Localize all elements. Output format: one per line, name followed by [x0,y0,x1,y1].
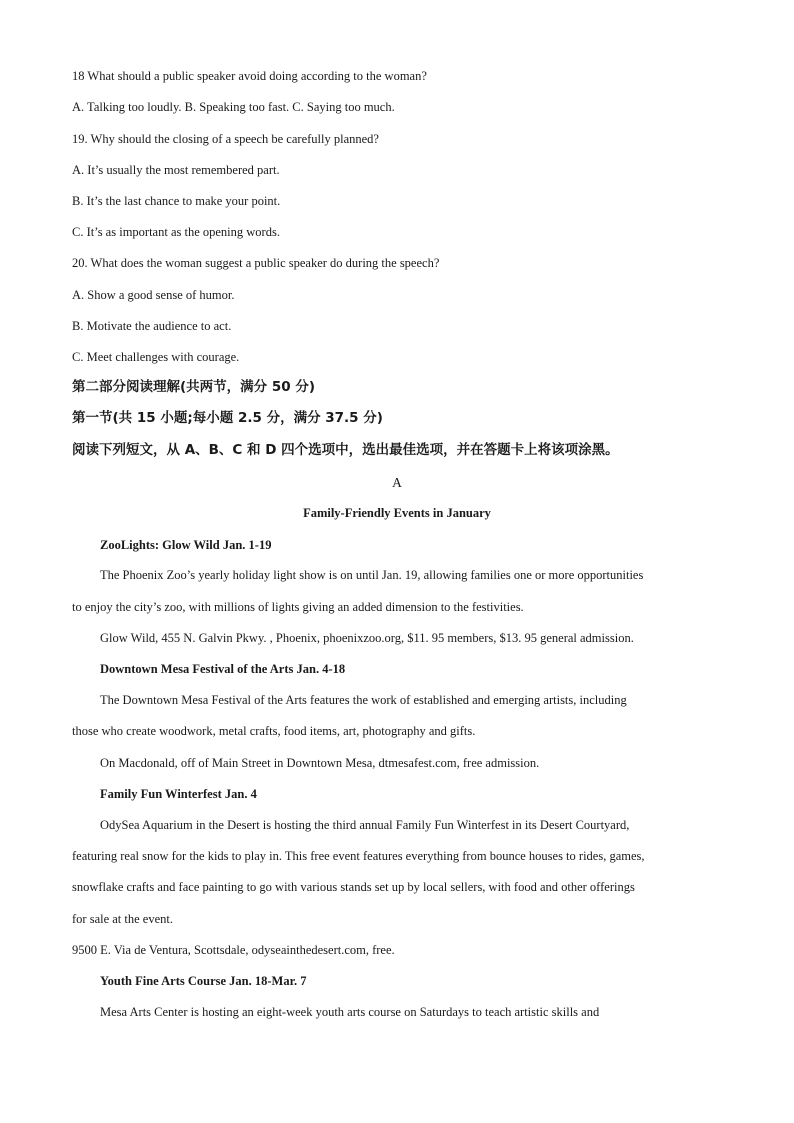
question-20-option-b: B. Motivate the audience to act. [72,319,232,333]
event-info: Glow Wild, 455 N. Galvin Pkwy. , Phoenix, phoenixzoo.org, $11. 95 members, $13. 95 general admission. [100,631,634,645]
passage-title: Family-Friendly Events in January [303,506,491,520]
event-text-line: OdySea Aquarium in the Desert is hosting the third annual Family Fun Winterfest in its Desert Courtyard, [100,818,630,832]
event-heading-zoolights: ZooLights: Glow Wild Jan. 1-19 [100,538,272,552]
event-heading-mesa-festival: Downtown Mesa Festival of the Arts Jan. 4-18 [100,662,346,676]
event-heading-youth-arts: Youth Fine Arts Course Jan. 18-Mar. 7 [100,974,307,988]
event-text-line: The Phoenix Zoo’s yearly holiday light show is on until Jan. 19, allowing families one or more opportunities [100,568,644,582]
event-info: On Macdonald, off of Main Street in Downtown Mesa, dtmesafest.com, free admission. [100,756,540,770]
question-19-option-b: B. It’s the last chance to make your point. [72,194,281,208]
event-text-line: featuring real snow for the kids to play in. This free event features everything from bounce houses to rides, games, [72,849,645,863]
event-text-line: The Downtown Mesa Festival of the Arts features the work of established and emerging artists, including [100,693,627,707]
event-heading-winterfest: Family Fun Winterfest Jan. 4 [100,787,257,801]
question-20: 20. What does the woman suggest a public speaker do during the speech? [72,256,440,270]
event-text-line: snowflake crafts and face painting to go with various stands set up by local sellers, with food and other offerings [72,880,635,894]
question-18: 18 What should a public speaker avoid doing according to the woman? [72,69,427,83]
question-19-option-c: C. It’s as important as the opening words. [72,225,280,239]
question-19: 19. Why should the closing of a speech be carefully planned? [72,132,379,146]
question-18-options: A. Talking too loudly. B. Speaking too fast. C. Saying too much. [72,100,395,114]
reading-instruction: 阅读下列短文，从 A、B、C 和 D 四个选项中，选出最佳选项，并在答题卡上将该项涂黑。 [72,442,619,458]
question-19-option-a: A. It’s usually the most remembered part. [72,163,280,177]
part-heading: 第二部分阅读理解(共两节，满分 50 分) [72,379,316,395]
question-20-option-a: A. Show a good sense of humor. [72,288,235,302]
event-text-line: to enjoy the city’s zoo, with millions of lights giving an added dimension to the festivities. [72,600,524,614]
event-text-line: Mesa Arts Center is hosting an eight-week youth arts course on Saturdays to teach artistic skills and [100,1005,600,1019]
section-heading: 第一节(共 15 小题;每小题 2.5 分，满分 37.5 分) [72,410,383,426]
event-text-line: those who create woodwork, metal crafts, food items, art, photography and gifts. [72,724,476,738]
event-info: 9500 E. Via de Ventura, Scottsdale, odyseainthedesert.com, free. [72,943,395,957]
question-20-option-c: C. Meet challenges with courage. [72,350,240,364]
event-text-line: for sale at the event. [72,912,173,926]
passage-letter: A [392,475,402,490]
